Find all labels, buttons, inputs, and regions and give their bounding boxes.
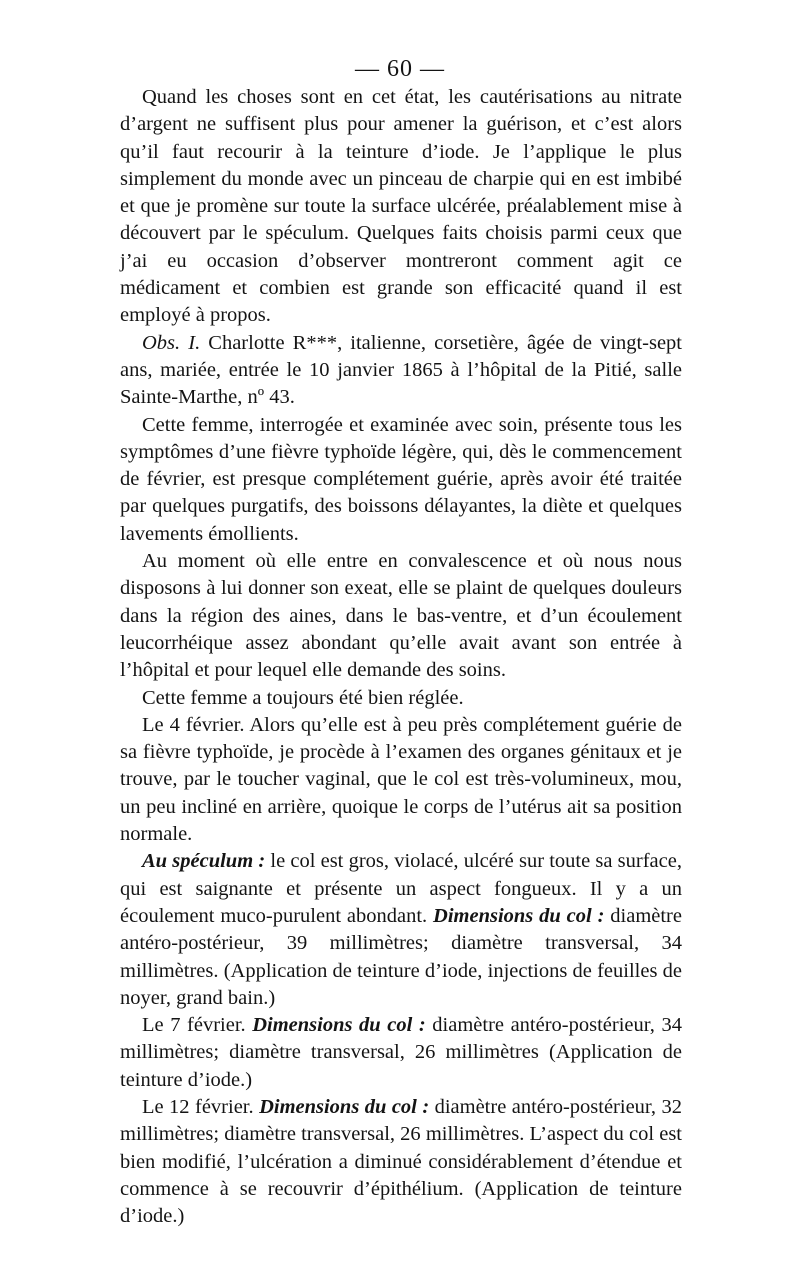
speculum-label: Au spéculum : — [142, 850, 266, 873]
paragraph-symptoms: Cette femme, interrogée et examinée avec soin, présente tous les symptômes d’une fièvre typhoïde légère, qui, dès le commencement de février, est presque complétement guérie, après avoir été traitée par quelques purgatifs, des boissons délayantes, la diète et quelques lavements émollients. — [120, 413, 682, 545]
paragraph-convalescence: Au moment où elle entre en convalescence et où nous nous disposons à lui donner son exeat, elle se plaint de quelques douleurs dans la région des aines, dans le bas-ventre, et d’un écoulement leucorrhéique assez abondant qu’elle avait avant son entrée à l’hôpital et pour lequel elle demande des soins. — [120, 550, 682, 682]
paragraph-feb-12 — [120, 1094, 682, 1230]
speculum-text-b: diamètre antéro-postérieur, 39 millimètres; diamètre transversal, 34 millimètres. (Application de teinture d’iode, injections de feuilles de noyer, grand bain.) — [120, 904, 682, 1009]
feb-7-text: diamètre antéro-postérieur, 34 millimètres; diamètre transversal, 26 millimètres (Application de teinture d’iode.) — [120, 1014, 682, 1091]
body-text — [120, 84, 682, 1230]
speculum-text-a: le col est gros, violacé, ulcéré sur toute sa surface, qui est saignante et présente un aspect fongueux. Il y a un écoulement muco-purulent abondant. — [120, 850, 682, 927]
feb-7-date: Le 7 février. — [142, 1014, 253, 1037]
paragraph-regularity: Cette femme a toujours été bien réglée. — [142, 686, 464, 709]
page-number: — 60 — — [355, 56, 445, 82]
speculum-dimensions-label: Dimensions du col : — [433, 904, 605, 927]
feb-12-text: diamètre antéro-postérieur, 32 millimètres; diamètre transversal, 26 millimètres. L’aspect du col est bien modifié, l’ulcération a diminué considérablement d’étendue et commence à se recouvrir d’épithélium. (Application de teinture d’iode.) — [120, 1095, 682, 1228]
paragraph-speculum — [120, 848, 682, 1012]
observation-label: Obs. I. — [142, 331, 201, 354]
feb-12-dimensions-label: Dimensions du col : — [259, 1095, 430, 1118]
paragraph-feb-4: Le 4 février. Alors qu’elle est à peu près complétement guérie de sa fièvre typhoïde, je procède à l’examen des organes génitaux et je trouve, par le toucher vaginal, que le col est très-volumineux, mou, un peu incliné en arrière, quoique le corps de l’utérus ait sa position normale. — [120, 713, 682, 846]
feb-12-date: Le 12 février. — [142, 1095, 260, 1118]
paragraph-intro: Quand les choses sont en cet état, les cautérisations au nitrate d’argent ne suffisent plus pour amener la guérison, et c’est alors qu’il faut recourir à la teinture d’iode. Je l’applique le plus simplement du monde avec un pinceau de charpie qui en est imbibé et que je promène sur toute la surface ulcérée, préalablement mise à découvert par le spéculum. Quelques faits choisis parmi ceux que j’ai eu occasion d’observer montreront comment agit ce médicament et combien est grande son efficacité quand il est employé à propos. — [120, 86, 682, 327]
observation-text: Charlotte R***, italienne, corsetière, âgée de vingt-sept ans, mariée, entrée le 10 janvier 1865 à l’hôpital de la Pitié, salle Sainte-Marthe, nº 43. — [120, 331, 683, 409]
paragraph-observation — [120, 330, 682, 412]
paragraph-feb-7 — [120, 1012, 682, 1094]
feb-7-dimensions-label: Dimensions du col : — [252, 1014, 426, 1037]
